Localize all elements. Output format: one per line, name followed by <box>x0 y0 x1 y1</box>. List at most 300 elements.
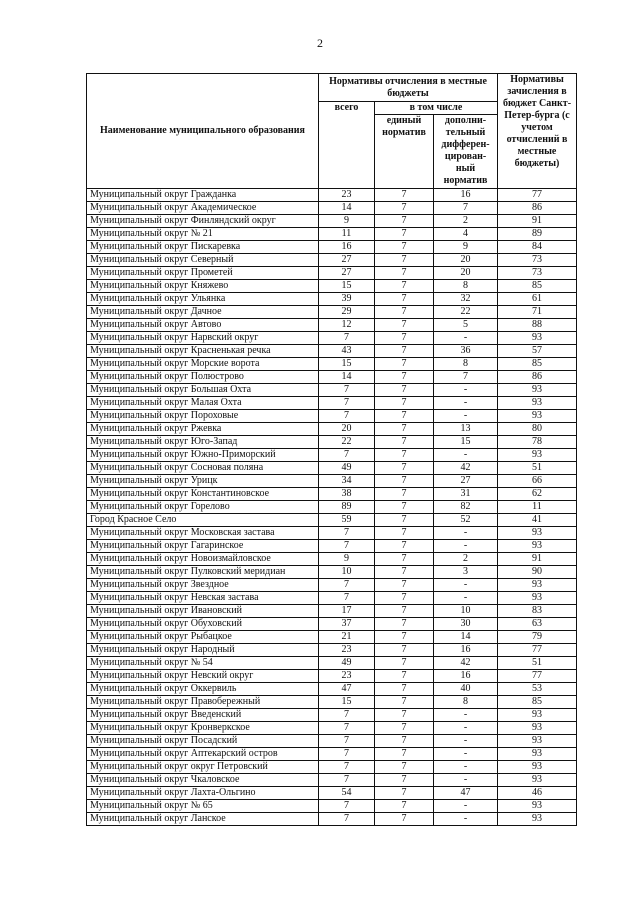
cell-spb: 93 <box>498 722 577 735</box>
cell-total: 34 <box>319 475 375 488</box>
cell-differentiated: 42 <box>434 657 498 670</box>
cell-unified: 7 <box>375 618 434 631</box>
cell-differentiated: - <box>434 540 498 553</box>
cell-spb: 63 <box>498 618 577 631</box>
cell-spb: 86 <box>498 202 577 215</box>
table-row <box>87 488 577 501</box>
header-name: Наименование муниципального образования <box>87 74 319 189</box>
cell-name: Муниципальный округ Красненькая речка <box>87 345 319 358</box>
cell-unified: 7 <box>375 267 434 280</box>
cell-differentiated: 15 <box>434 436 498 449</box>
cell-total: 7 <box>319 813 375 826</box>
cell-differentiated: - <box>434 774 498 787</box>
cell-spb: 93 <box>498 813 577 826</box>
cell-differentiated: 2 <box>434 553 498 566</box>
cell-total: 17 <box>319 605 375 618</box>
cell-spb: 85 <box>498 696 577 709</box>
cell-unified: 7 <box>375 397 434 410</box>
cell-unified: 7 <box>375 423 434 436</box>
cell-spb: 93 <box>498 397 577 410</box>
cell-name: Муниципальный округ Ульянка <box>87 293 319 306</box>
table-row <box>87 813 577 826</box>
cell-unified: 7 <box>375 566 434 579</box>
cell-spb: 61 <box>498 293 577 306</box>
table-row <box>87 696 577 709</box>
cell-name: Муниципальный округ Автово <box>87 319 319 332</box>
cell-unified: 7 <box>375 501 434 514</box>
cell-differentiated: - <box>434 748 498 761</box>
cell-differentiated: 52 <box>434 514 498 527</box>
cell-differentiated: - <box>434 592 498 605</box>
cell-total: 16 <box>319 241 375 254</box>
cell-name: Муниципальный округ Ланское <box>87 813 319 826</box>
cell-spb: 93 <box>498 735 577 748</box>
table-row <box>87 215 577 228</box>
cell-total: 54 <box>319 787 375 800</box>
cell-unified: 7 <box>375 735 434 748</box>
table-row <box>87 449 577 462</box>
cell-unified: 7 <box>375 514 434 527</box>
cell-differentiated: - <box>434 709 498 722</box>
cell-name: Муниципальный округ № 65 <box>87 800 319 813</box>
cell-differentiated: 4 <box>434 228 498 241</box>
header-local-budgets: Нормативы отчисления в местные бюджеты <box>319 74 498 102</box>
cell-name: Муниципальный округ Гражданка <box>87 189 319 202</box>
cell-differentiated: 30 <box>434 618 498 631</box>
cell-total: 15 <box>319 358 375 371</box>
cell-unified: 7 <box>375 332 434 345</box>
cell-name: Муниципальный округ Константиновское <box>87 488 319 501</box>
cell-spb: 86 <box>498 371 577 384</box>
table-row <box>87 254 577 267</box>
cell-unified: 7 <box>375 631 434 644</box>
header-including: в том числе <box>375 102 498 115</box>
cell-unified: 7 <box>375 280 434 293</box>
cell-name: Муниципальный округ Малая Охта <box>87 397 319 410</box>
table-row <box>87 709 577 722</box>
cell-spb: 93 <box>498 332 577 345</box>
cell-name: Муниципальный округ Княжево <box>87 280 319 293</box>
table-row <box>87 579 577 592</box>
cell-total: 7 <box>319 410 375 423</box>
cell-spb: 93 <box>498 527 577 540</box>
table-row <box>87 202 577 215</box>
cell-spb: 83 <box>498 605 577 618</box>
cell-total: 7 <box>319 722 375 735</box>
cell-spb: 41 <box>498 514 577 527</box>
table-row <box>87 397 577 410</box>
table-row <box>87 345 577 358</box>
cell-unified: 7 <box>375 475 434 488</box>
cell-name: Муниципальный округ Ивановский <box>87 605 319 618</box>
cell-spb: 79 <box>498 631 577 644</box>
header-unified: единый норматив <box>375 115 434 189</box>
cell-differentiated: 42 <box>434 462 498 475</box>
cell-total: 29 <box>319 306 375 319</box>
cell-spb: 51 <box>498 462 577 475</box>
table-row <box>87 631 577 644</box>
table-row <box>87 306 577 319</box>
table-row <box>87 527 577 540</box>
table-row <box>87 423 577 436</box>
cell-unified: 7 <box>375 449 434 462</box>
cell-differentiated: 47 <box>434 787 498 800</box>
cell-spb: 91 <box>498 553 577 566</box>
table-row <box>87 787 577 800</box>
cell-differentiated: - <box>434 761 498 774</box>
table-row <box>87 241 577 254</box>
cell-total: 7 <box>319 397 375 410</box>
table-row <box>87 293 577 306</box>
cell-spb: 62 <box>498 488 577 501</box>
cell-name: Муниципальный округ Московская застава <box>87 527 319 540</box>
cell-total: 15 <box>319 280 375 293</box>
cell-name: Муниципальный округ Юго-Запад <box>87 436 319 449</box>
cell-unified: 7 <box>375 800 434 813</box>
cell-total: 7 <box>319 579 375 592</box>
cell-spb: 51 <box>498 657 577 670</box>
cell-total: 7 <box>319 540 375 553</box>
cell-name: Муниципальный округ Звездное <box>87 579 319 592</box>
table-row <box>87 735 577 748</box>
table-row <box>87 748 577 761</box>
cell-differentiated: 31 <box>434 488 498 501</box>
cell-name: Муниципальный округ № 21 <box>87 228 319 241</box>
cell-name: Муниципальный округ Введенский <box>87 709 319 722</box>
norms-table <box>86 73 577 826</box>
cell-spb: 85 <box>498 280 577 293</box>
cell-spb: 93 <box>498 774 577 787</box>
cell-name: Муниципальный округ Финляндский округ <box>87 215 319 228</box>
cell-total: 7 <box>319 800 375 813</box>
cell-differentiated: 7 <box>434 371 498 384</box>
table-row <box>87 644 577 657</box>
cell-unified: 7 <box>375 592 434 605</box>
cell-unified: 7 <box>375 787 434 800</box>
cell-name: Муниципальный округ Аптекарский остров <box>87 748 319 761</box>
cell-differentiated: 16 <box>434 670 498 683</box>
table-row <box>87 332 577 345</box>
table-row <box>87 475 577 488</box>
header-spb-budget: Нормативы зачисления в бюджет Санкт-Петер-бурга (с учетом отчислений в местные бюджеты) <box>498 74 577 189</box>
cell-differentiated: 32 <box>434 293 498 306</box>
cell-spb: 93 <box>498 748 577 761</box>
cell-unified: 7 <box>375 683 434 696</box>
cell-total: 10 <box>319 566 375 579</box>
cell-name: Муниципальный округ Пискаревка <box>87 241 319 254</box>
cell-total: 7 <box>319 761 375 774</box>
cell-total: 89 <box>319 501 375 514</box>
cell-name: Муниципальный округ Сосновая поляна <box>87 462 319 475</box>
cell-total: 38 <box>319 488 375 501</box>
page-number: 2 <box>317 36 323 50</box>
cell-total: 7 <box>319 449 375 462</box>
table-body <box>87 189 577 826</box>
cell-unified: 7 <box>375 410 434 423</box>
cell-unified: 7 <box>375 189 434 202</box>
cell-name: Муниципальный округ Обуховский <box>87 618 319 631</box>
cell-total: 7 <box>319 709 375 722</box>
header-differentiated: дополни-тельный дифферен-цирован-ный норматив <box>434 115 498 189</box>
cell-total: 27 <box>319 254 375 267</box>
table-row <box>87 228 577 241</box>
cell-total: 7 <box>319 332 375 345</box>
cell-spb: 73 <box>498 267 577 280</box>
table-row <box>87 618 577 631</box>
cell-unified: 7 <box>375 228 434 241</box>
cell-spb: 93 <box>498 540 577 553</box>
cell-spb: 85 <box>498 358 577 371</box>
cell-name: Муниципальный округ Невская застава <box>87 592 319 605</box>
table-row <box>87 384 577 397</box>
cell-name: Муниципальный округ Посадский <box>87 735 319 748</box>
cell-total: 11 <box>319 228 375 241</box>
cell-unified: 7 <box>375 761 434 774</box>
cell-differentiated: - <box>434 332 498 345</box>
cell-unified: 7 <box>375 462 434 475</box>
cell-name: Муниципальный округ Северный <box>87 254 319 267</box>
cell-name: Муниципальный округ Прометей <box>87 267 319 280</box>
cell-total: 9 <box>319 215 375 228</box>
table-row <box>87 514 577 527</box>
cell-unified: 7 <box>375 644 434 657</box>
table-row <box>87 358 577 371</box>
cell-spb: 93 <box>498 449 577 462</box>
cell-differentiated: 8 <box>434 358 498 371</box>
cell-unified: 7 <box>375 579 434 592</box>
cell-unified: 7 <box>375 306 434 319</box>
cell-unified: 7 <box>375 202 434 215</box>
cell-unified: 7 <box>375 358 434 371</box>
cell-differentiated: 16 <box>434 644 498 657</box>
table-row <box>87 267 577 280</box>
table-row <box>87 501 577 514</box>
cell-differentiated: - <box>434 579 498 592</box>
cell-total: 7 <box>319 384 375 397</box>
cell-spb: 77 <box>498 670 577 683</box>
table-row <box>87 371 577 384</box>
table-row <box>87 540 577 553</box>
cell-differentiated: - <box>434 813 498 826</box>
cell-unified: 7 <box>375 813 434 826</box>
cell-unified: 7 <box>375 774 434 787</box>
cell-unified: 7 <box>375 384 434 397</box>
cell-name: Город Красное Село <box>87 514 319 527</box>
cell-name: Муниципальный округ Большая Охта <box>87 384 319 397</box>
table-row <box>87 657 577 670</box>
cell-total: 49 <box>319 657 375 670</box>
cell-unified: 7 <box>375 293 434 306</box>
cell-name: Муниципальный округ Новоизмайловское <box>87 553 319 566</box>
cell-total: 9 <box>319 553 375 566</box>
table-row <box>87 592 577 605</box>
table-row <box>87 761 577 774</box>
cell-name: Муниципальный округ Полюстрово <box>87 371 319 384</box>
cell-unified: 7 <box>375 319 434 332</box>
cell-unified: 7 <box>375 709 434 722</box>
cell-unified: 7 <box>375 670 434 683</box>
cell-unified: 7 <box>375 540 434 553</box>
table-row <box>87 319 577 332</box>
cell-unified: 7 <box>375 605 434 618</box>
cell-unified: 7 <box>375 345 434 358</box>
table-row <box>87 683 577 696</box>
cell-name: Муниципальный округ Дачное <box>87 306 319 319</box>
cell-unified: 7 <box>375 657 434 670</box>
table-row <box>87 722 577 735</box>
cell-differentiated: 40 <box>434 683 498 696</box>
cell-total: 23 <box>319 670 375 683</box>
cell-unified: 7 <box>375 371 434 384</box>
table-row <box>87 189 577 202</box>
cell-spb: 93 <box>498 579 577 592</box>
cell-unified: 7 <box>375 488 434 501</box>
cell-unified: 7 <box>375 527 434 540</box>
cell-spb: 66 <box>498 475 577 488</box>
cell-name: Муниципальный округ Нарвский округ <box>87 332 319 345</box>
table-row <box>87 462 577 475</box>
cell-name: Муниципальный округ Гагаринское <box>87 540 319 553</box>
cell-differentiated: 5 <box>434 319 498 332</box>
cell-unified: 7 <box>375 436 434 449</box>
cell-name: Муниципальный округ № 54 <box>87 657 319 670</box>
cell-spb: 77 <box>498 644 577 657</box>
cell-name: Муниципальный округ Ржевка <box>87 423 319 436</box>
cell-total: 7 <box>319 592 375 605</box>
cell-total: 49 <box>319 462 375 475</box>
cell-spb: 78 <box>498 436 577 449</box>
cell-total: 37 <box>319 618 375 631</box>
cell-spb: 91 <box>498 215 577 228</box>
cell-spb: 46 <box>498 787 577 800</box>
cell-name: Муниципальный округ Оккервиль <box>87 683 319 696</box>
cell-spb: 71 <box>498 306 577 319</box>
cell-differentiated: 20 <box>434 267 498 280</box>
cell-name: Муниципальный округ Рыбацкое <box>87 631 319 644</box>
cell-differentiated: 82 <box>434 501 498 514</box>
cell-differentiated: 3 <box>434 566 498 579</box>
cell-differentiated: 13 <box>434 423 498 436</box>
cell-spb: 84 <box>498 241 577 254</box>
cell-name: Муниципальный округ Чкаловское <box>87 774 319 787</box>
table-row <box>87 800 577 813</box>
cell-spb: 11 <box>498 501 577 514</box>
cell-name: Муниципальный округ Южно-Приморский <box>87 449 319 462</box>
table-header <box>87 74 577 189</box>
header-total: всего <box>319 102 375 189</box>
cell-total: 7 <box>319 527 375 540</box>
cell-name: Муниципальный округ Правобережный <box>87 696 319 709</box>
cell-total: 22 <box>319 436 375 449</box>
cell-spb: 57 <box>498 345 577 358</box>
cell-name: Муниципальный округ Урицк <box>87 475 319 488</box>
cell-differentiated: - <box>434 735 498 748</box>
cell-spb: 89 <box>498 228 577 241</box>
cell-total: 7 <box>319 774 375 787</box>
cell-total: 39 <box>319 293 375 306</box>
cell-differentiated: 7 <box>434 202 498 215</box>
cell-differentiated: 22 <box>434 306 498 319</box>
cell-differentiated: 10 <box>434 605 498 618</box>
cell-name: Муниципальный округ Кронверкское <box>87 722 319 735</box>
cell-total: 23 <box>319 189 375 202</box>
table-row <box>87 436 577 449</box>
cell-total: 47 <box>319 683 375 696</box>
cell-name: Муниципальный округ Академическое <box>87 202 319 215</box>
cell-differentiated: - <box>434 384 498 397</box>
cell-spb: 93 <box>498 592 577 605</box>
cell-differentiated: 14 <box>434 631 498 644</box>
cell-differentiated: 8 <box>434 280 498 293</box>
table-row <box>87 774 577 787</box>
cell-spb: 80 <box>498 423 577 436</box>
cell-differentiated: 36 <box>434 345 498 358</box>
cell-spb: 88 <box>498 319 577 332</box>
cell-total: 20 <box>319 423 375 436</box>
cell-differentiated: 9 <box>434 241 498 254</box>
cell-total: 14 <box>319 202 375 215</box>
cell-spb: 93 <box>498 800 577 813</box>
cell-unified: 7 <box>375 722 434 735</box>
cell-spb: 77 <box>498 189 577 202</box>
cell-differentiated: - <box>434 397 498 410</box>
cell-name: Муниципальный округ Горелово <box>87 501 319 514</box>
cell-unified: 7 <box>375 553 434 566</box>
cell-spb: 93 <box>498 410 577 423</box>
cell-differentiated: - <box>434 410 498 423</box>
cell-total: 27 <box>319 267 375 280</box>
table-row <box>87 605 577 618</box>
cell-total: 43 <box>319 345 375 358</box>
cell-name: Муниципальный округ Морские ворота <box>87 358 319 371</box>
cell-name: Муниципальный округ Народный <box>87 644 319 657</box>
cell-name: Муниципальный округ округ Петровский <box>87 761 319 774</box>
cell-name: Муниципальный округ Лахта-Ольгино <box>87 787 319 800</box>
cell-total: 15 <box>319 696 375 709</box>
cell-spb: 73 <box>498 254 577 267</box>
cell-differentiated: 8 <box>434 696 498 709</box>
cell-unified: 7 <box>375 254 434 267</box>
cell-differentiated: 27 <box>434 475 498 488</box>
cell-spb: 93 <box>498 384 577 397</box>
cell-spb: 93 <box>498 761 577 774</box>
cell-spb: 53 <box>498 683 577 696</box>
table-row <box>87 553 577 566</box>
cell-unified: 7 <box>375 696 434 709</box>
cell-total: 7 <box>319 735 375 748</box>
table-row <box>87 410 577 423</box>
cell-unified: 7 <box>375 241 434 254</box>
cell-total: 21 <box>319 631 375 644</box>
cell-total: 7 <box>319 748 375 761</box>
cell-differentiated: - <box>434 449 498 462</box>
table-row <box>87 280 577 293</box>
cell-name: Муниципальный округ Пороховые <box>87 410 319 423</box>
cell-unified: 7 <box>375 748 434 761</box>
cell-unified: 7 <box>375 215 434 228</box>
table-row <box>87 566 577 579</box>
cell-differentiated: 2 <box>434 215 498 228</box>
cell-differentiated: 16 <box>434 189 498 202</box>
cell-spb: 93 <box>498 709 577 722</box>
cell-spb: 90 <box>498 566 577 579</box>
cell-differentiated: - <box>434 722 498 735</box>
table-row <box>87 670 577 683</box>
cell-total: 23 <box>319 644 375 657</box>
cell-total: 12 <box>319 319 375 332</box>
cell-total: 14 <box>319 371 375 384</box>
cell-total: 59 <box>319 514 375 527</box>
